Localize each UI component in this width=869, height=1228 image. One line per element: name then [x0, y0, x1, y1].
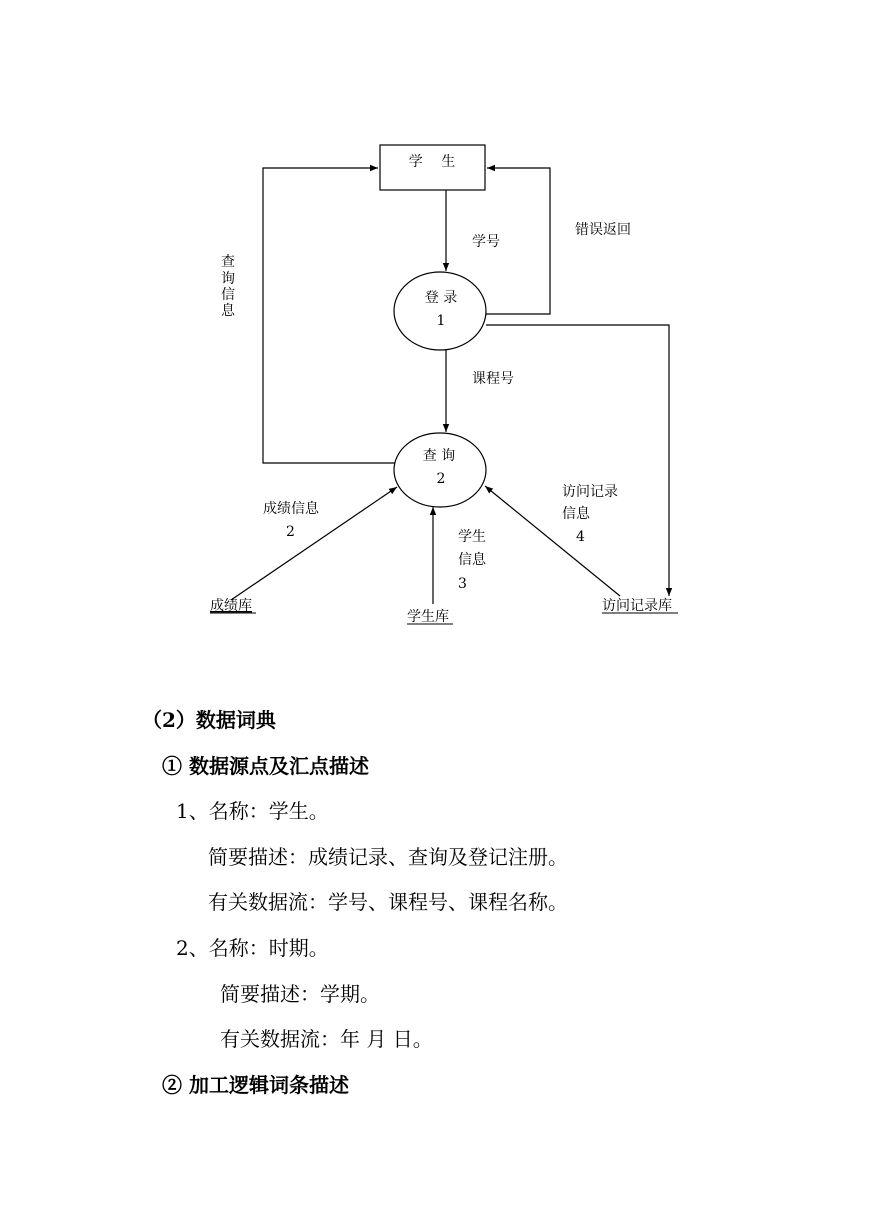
- query-process-number: 2: [436, 471, 446, 487]
- login-process-name: 登 录: [424, 290, 458, 306]
- student-entity-label: 学 生: [408, 154, 456, 170]
- section-title: （2）数据词典: [142, 708, 276, 732]
- flow-label-access-info-number: 4: [576, 529, 585, 545]
- item-1-description: 简要描述：成绩记录、查询及登记注册。: [208, 845, 568, 869]
- flow-login-to-access-store: [486, 325, 669, 596]
- flow-label-student-info: 信息: [458, 552, 486, 568]
- item-2-name: 2、名称：时期。: [176, 936, 329, 960]
- query-process-circle: [394, 433, 486, 507]
- flow-label-course-no: 课程号: [472, 371, 514, 387]
- item-2-dataflows: 有关数据流：年 月 日。: [220, 1027, 433, 1051]
- flow-label-query-info-char: 信: [221, 287, 235, 303]
- store-grades: 成绩库: [210, 598, 252, 614]
- flow-query-info: [263, 168, 395, 463]
- flow-label-grade-info-number: 2: [286, 524, 295, 540]
- flow-label-query-info-char: 查: [221, 254, 235, 270]
- login-process-circle: [394, 272, 486, 350]
- query-process-name: 查 询: [422, 448, 456, 464]
- flow-label-grade-info: 成绩信息: [263, 501, 319, 517]
- flow-label-student-id: 学号: [472, 234, 500, 250]
- item-1-name: 1、名称：学生。: [176, 799, 329, 823]
- flow-label-error-return: 错误返回: [575, 222, 631, 238]
- item-1-dataflows: 有关数据流：学号、课程号、课程名称。: [208, 890, 568, 914]
- flow-access-to-query: [485, 486, 620, 596]
- store-access: 访问记录库: [602, 598, 672, 614]
- flow-label-access-info: 信息: [562, 506, 590, 522]
- subsection-title-1: ① 数据源点及汇点描述: [162, 754, 369, 778]
- flow-label-query-info-char: 息: [221, 303, 235, 319]
- flow-label-student-info: 学生: [458, 529, 486, 545]
- store-students: 学生库: [407, 609, 449, 625]
- flow-label-access-info: 访问记录: [562, 484, 618, 500]
- subsection-title-2: ② 加工逻辑词条描述: [162, 1073, 349, 1097]
- login-process-number: 1: [436, 313, 446, 329]
- item-2-description: 简要描述：学期。: [220, 982, 380, 1006]
- flow-label-query-info-char: 询: [221, 271, 235, 287]
- flow-label-student-info-number: 3: [458, 576, 467, 592]
